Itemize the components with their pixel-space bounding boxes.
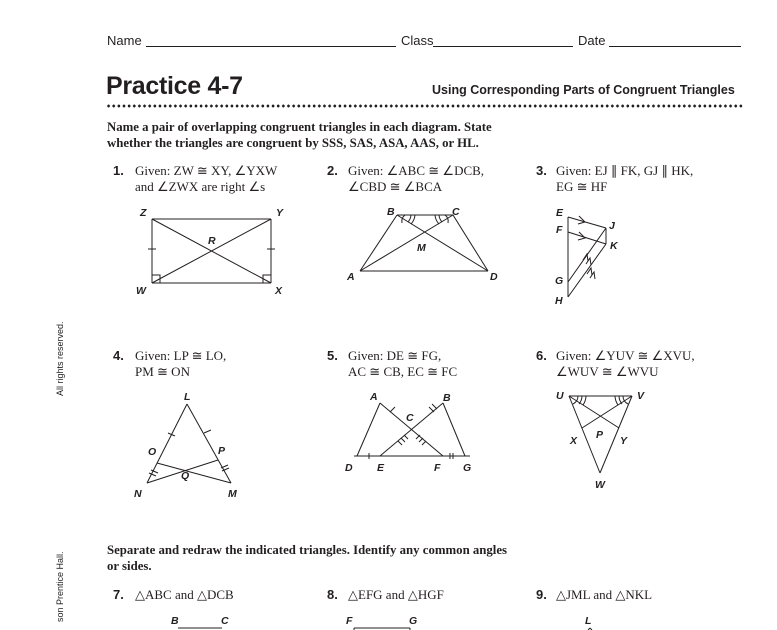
diagram-7 [160, 610, 250, 630]
dotted-rule [106, 104, 744, 108]
vertex-label: G [463, 462, 472, 474]
vertex-label: B [443, 392, 451, 404]
diagram-9 [575, 610, 615, 630]
problem-number: 8. [327, 587, 338, 602]
vertex-label: F [346, 615, 353, 627]
copyright-publisher: son Prentice Hall. [55, 551, 65, 622]
page-title: Practice 4-7 [106, 72, 243, 100]
vertex-label: C [221, 615, 229, 627]
vertex-label: Z [140, 207, 147, 219]
problem-number: 6. [536, 348, 547, 363]
diagram-3 [550, 203, 630, 308]
problem-number: 5. [327, 348, 338, 363]
date-line[interactable] [609, 46, 741, 47]
problem-number: 4. [113, 348, 124, 363]
vertex-label: G [555, 275, 564, 287]
vertex-label: J [609, 220, 615, 232]
problem-given: Given: ∠YUV ≅ ∠XVU, ∠WUV ≅ ∠WVU [556, 348, 695, 379]
vertex-label: W [136, 285, 146, 297]
vertex-label: U [556, 390, 564, 402]
vertex-label: D [345, 462, 353, 474]
problem-number: 7. [113, 587, 124, 602]
vertex-label: C [452, 206, 460, 218]
vertex-label: A [370, 391, 378, 403]
vertex-label: E [377, 462, 385, 474]
vertex-label: B [171, 615, 179, 627]
name-label: Name [107, 33, 142, 48]
diagram-1 [130, 203, 300, 298]
instructions-1: Name a pair of overlapping congruent triangles in each diagram. State whether the triangles are congruent by SSS, SAS, ASA, AAS, or HL. [107, 120, 492, 150]
diagram-5 [340, 388, 480, 478]
vertex-label: E [556, 207, 564, 219]
vertex-label: F [556, 224, 563, 236]
vertex-label: P [596, 429, 604, 441]
diagram-2 [340, 203, 510, 288]
problem-given: Given: ∠ABC ≅ ∠DCB, ∠CBD ≅ ∠BCA [348, 163, 485, 194]
vertex-label: Q [181, 470, 190, 482]
vertex-label: F [434, 462, 441, 474]
copyright-rights: All rights reserved. [55, 321, 65, 396]
problem-number: 2. [327, 163, 338, 178]
problem-number: 9. [536, 587, 547, 602]
vertex-label: R [208, 235, 216, 247]
vertex-label: X [570, 435, 578, 447]
diagram-4 [130, 388, 250, 506]
vertex-label: A [347, 271, 355, 283]
date-label: Date [578, 33, 606, 48]
problem-given: △EFG and △HGF [348, 587, 444, 602]
problem-given: △ABC and △DCB [135, 587, 234, 602]
vertex-label: B [387, 206, 395, 218]
vertex-label: O [148, 446, 157, 458]
vertex-label: Y [276, 207, 284, 219]
vertex-label: N [134, 488, 142, 500]
problem-given: Given: ZW ≅ XY, ∠YXW and ∠ZWX are right ∠s [135, 163, 278, 194]
page-subtitle: Using Corresponding Parts of Congruent Triangles [432, 83, 735, 97]
vertex-label: K [610, 240, 618, 252]
problem-number: 3. [536, 163, 547, 178]
problem-given: △JML and △NKL [556, 587, 653, 602]
vertex-label: M [417, 242, 426, 254]
vertex-label: G [409, 615, 418, 627]
vertex-label: C [406, 412, 414, 424]
vertex-label: V [637, 390, 645, 402]
problem-given: Given: EJ ∥ FK, GJ ∥ HK, EG ≅ HF [556, 163, 694, 194]
vertex-label: H [555, 295, 563, 307]
diagram-8 [340, 610, 430, 630]
class-line[interactable] [433, 46, 573, 47]
vertex-label: Y [620, 435, 628, 447]
diagram-6 [550, 388, 660, 494]
problem-given: Given: LP ≅ LO, PM ≅ ON [135, 348, 227, 379]
vertex-label: L [184, 391, 191, 403]
vertex-label: D [490, 271, 498, 283]
instructions-2: Separate and redraw the indicated triangles. Identify any common angles or sides. [107, 543, 508, 573]
vertex-label: L [585, 615, 592, 627]
problem-number: 1. [113, 163, 124, 178]
problem-given: Given: DE ≅ FG, AC ≅ CB, EC ≅ FC [348, 348, 458, 379]
vertex-label: X [275, 285, 283, 297]
vertex-label: P [218, 445, 226, 457]
vertex-label: M [228, 488, 237, 500]
vertex-label: W [595, 479, 605, 491]
class-label: Class [401, 33, 434, 48]
name-line[interactable] [146, 46, 396, 47]
